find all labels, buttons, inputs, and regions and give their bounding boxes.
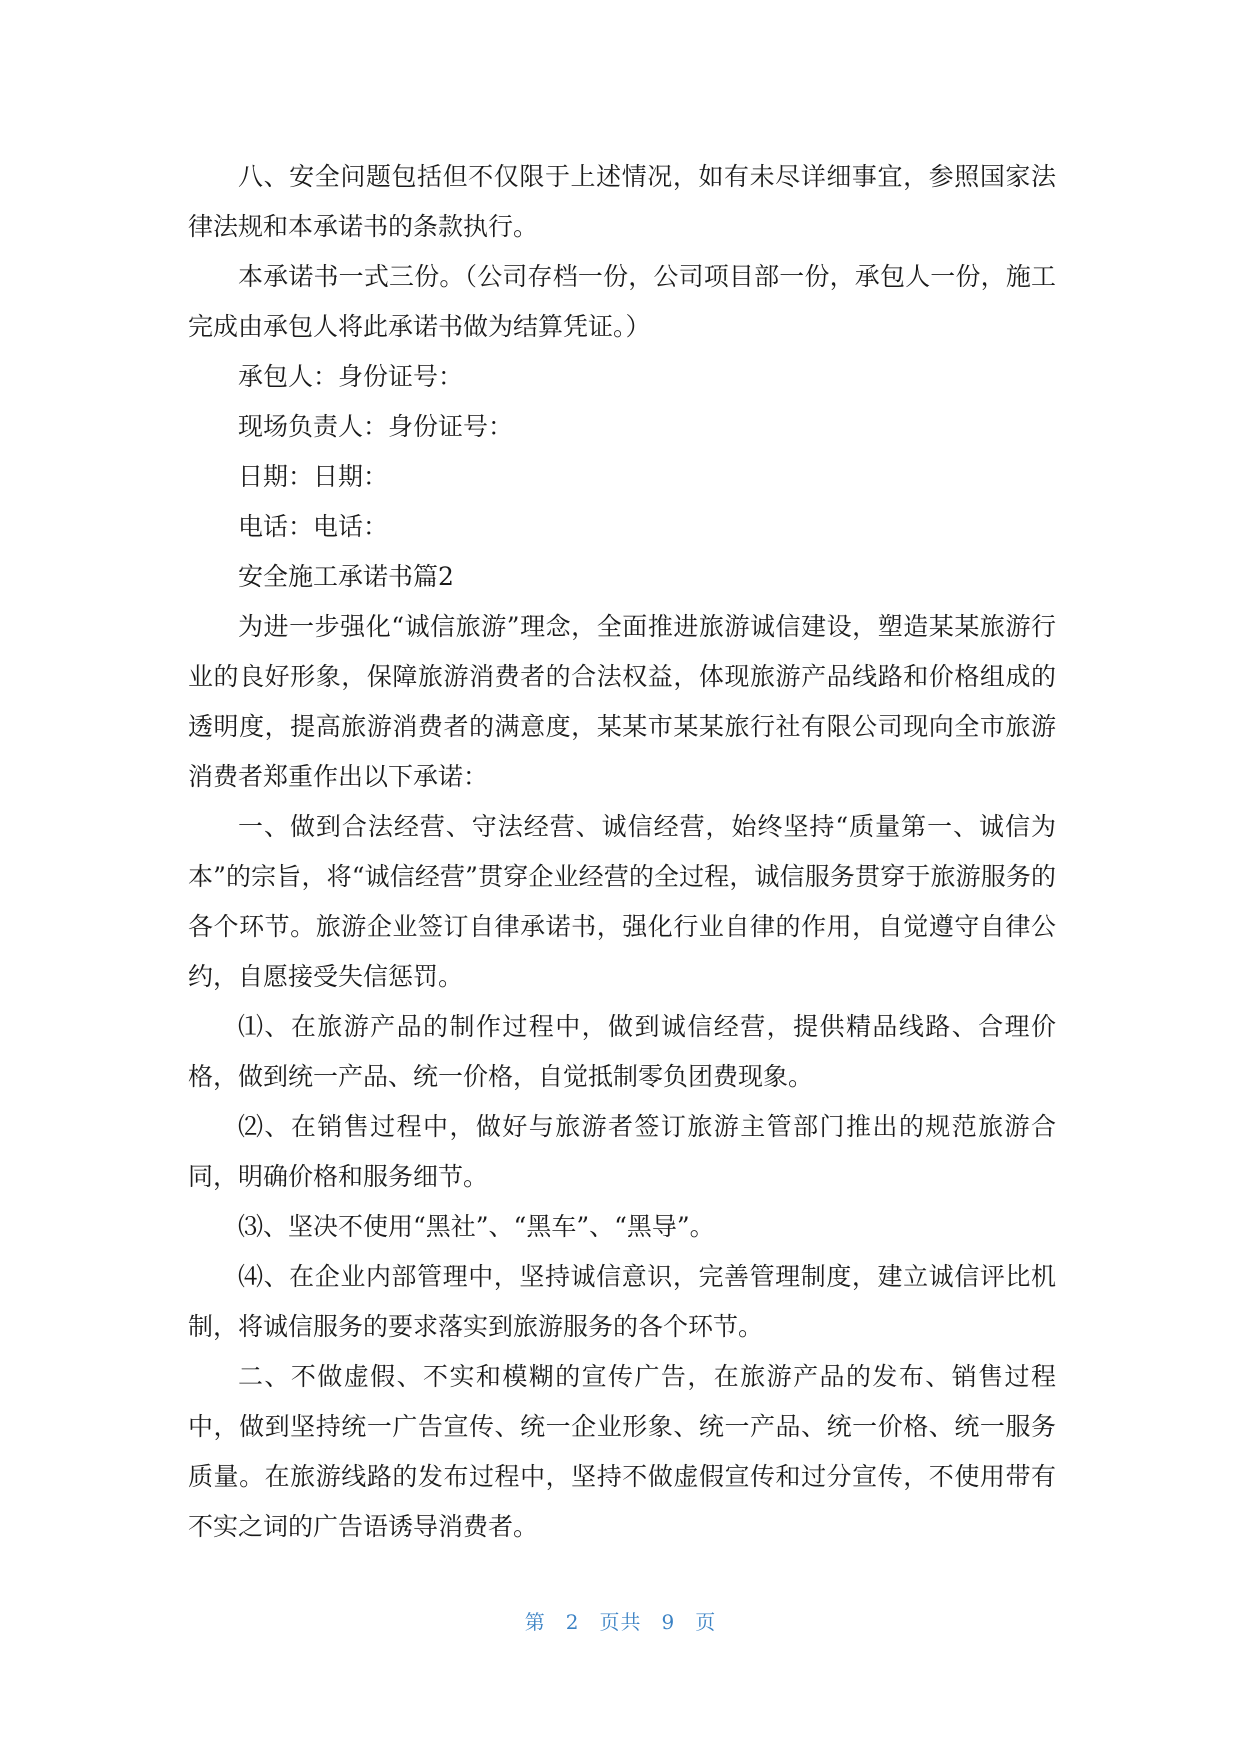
signature-site-manager: 现场负责人：身份证号： <box>238 412 514 441</box>
paragraph-clause-8: 八、安全问题包括但不仅限于上述情况，如有未尽详细事宜，参照国家法律法规和本承诺书的条款执行。 <box>188 162 1056 241</box>
footer-prefix: 第 <box>524 1610 546 1634</box>
page-footer <box>0 1606 1241 1635</box>
paragraph-commitment-1: 一、做到合法经营、守法经营、诚信经营，始终坚持“质量第一、诚信为本”的宗旨，将“诚信经营”贯穿企业经营的全过程，诚信服务贯穿于旅游服务的各个环节。旅游企业签订自律承诺书，强化行业自律的作用，自觉遵守自律公约，自愿接受失信惩罚。 <box>188 812 1056 991</box>
footer-total-pages: 9 <box>661 1610 676 1634</box>
signature-contractor: 承包人：身份证号： <box>238 362 464 391</box>
paragraph-commitment-2: 二、不做虚假、不实和模糊的宣传广告，在旅游产品的发布、销售过程中，做到坚持统一广告宣传、统一企业形象、统一产品、统一价格、统一服务质量。在旅游线路的发布过程中，坚持不做虚假宣传和过分宣传，不使用带有不实之词的广告语诱导消费者。 <box>188 1362 1056 1541</box>
signature-date: 日期：日期： <box>238 462 389 491</box>
footer-suffix: 页 <box>695 1610 717 1634</box>
document-body <box>188 152 1056 1552</box>
paragraph-item-3: ⑶、坚决不使用“黑社”、“黑车”、“黑导”。 <box>238 1212 715 1241</box>
paragraph-item-1: ⑴、在旅游产品的制作过程中，做到诚信经营，提供精品线路、合理价格，做到统一产品、统一价格，自觉抵制零负团费现象。 <box>188 1012 1056 1091</box>
section-heading: 安全施工承诺书篇2 <box>238 562 454 591</box>
footer-middle: 页共 <box>599 1610 642 1634</box>
footer-current-page: 2 <box>565 1610 580 1634</box>
signature-phone: 电话：电话： <box>238 512 389 541</box>
paragraph-item-4: ⑷、在企业内部管理中，坚持诚信意识，完善管理制度，建立诚信评比机制，将诚信服务的要求落实到旅游服务的各个环节。 <box>188 1262 1056 1341</box>
paragraph-item-2: ⑵、在销售过程中，做好与旅游者签订旅游主管部门推出的规范旅游合同，明确价格和服务细节。 <box>188 1112 1056 1191</box>
paragraph-copies: 本承诺书一式三份。（公司存档一份，公司项目部一份，承包人一份，施工完成由承包人将此承诺书做为结算凭证。） <box>188 262 1056 341</box>
paragraph-intro: 为进一步强化“诚信旅游”理念，全面推进旅游诚信建设，塑造某某旅游行业的良好形象，保障旅游消费者的合法权益，体现旅游产品线路和价格组成的透明度，提高旅游消费者的满意度，某某市某某旅行社有限公司现向全市旅游消费者郑重作出以下承诺： <box>188 612 1056 791</box>
